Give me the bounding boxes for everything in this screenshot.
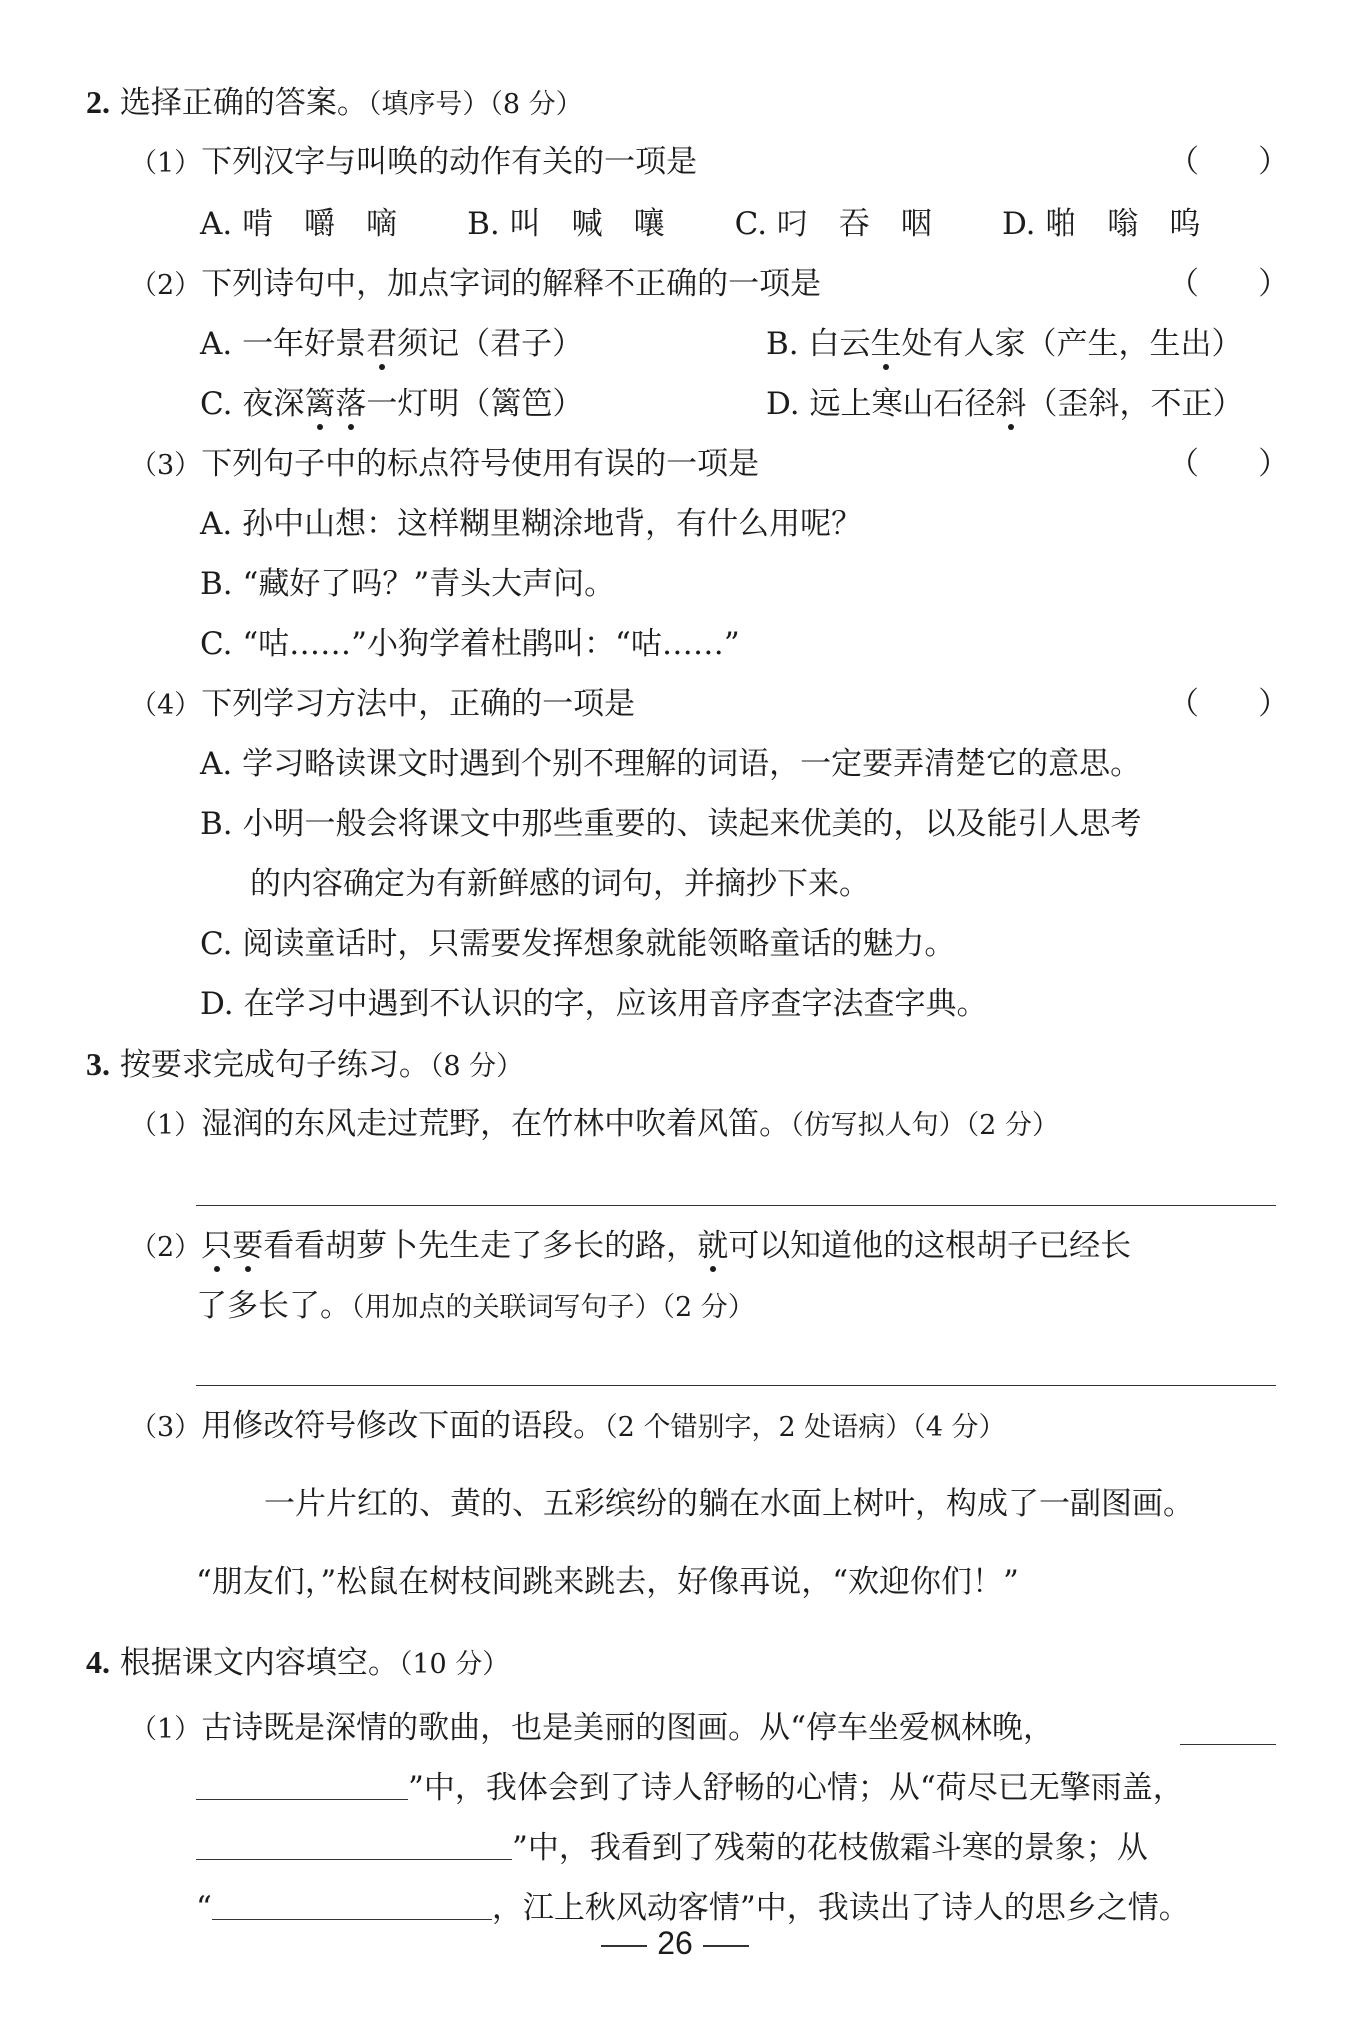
q3-s2-line2 — [196, 1286, 755, 1328]
page-number-footer — [0, 1925, 1350, 1962]
q4-s1-line4-text: ，江上秋风动客情”中，我读出了诗人的思乡之情。 — [491, 1890, 1190, 1926]
q3-s3-score: （4 分） — [912, 1412, 1006, 1443]
q2-s2-b-pre: B. 白云 — [766, 326, 871, 362]
q2-score: （8 分） — [489, 89, 583, 120]
q3-s1-score: （2 分） — [965, 1110, 1059, 1141]
q4-s1-line2 — [196, 1768, 1184, 1808]
q2-s2-c-dotted-1: 篱 — [304, 386, 336, 422]
q2-s4-option-c: C. 阅读童话时，只需要发挥想象就能领略童话的魅力。 — [200, 926, 956, 962]
q2-title: 选择正确的答案。 — [119, 85, 368, 121]
q3-s2-label: （2） — [130, 1232, 202, 1263]
q4-s1-line4-open-quote: “ — [196, 1890, 212, 1926]
q4-s1-blank-3[interactable] — [212, 1889, 492, 1920]
page-number: 26 — [657, 1925, 693, 1961]
q2-s2-stem-text: 下列诗句中，加点字词的解释不正确的一项是 — [201, 266, 822, 302]
q2-s3-option-c: C. “咕……”小狗学着杜鹃叫：“咕……” — [200, 626, 740, 662]
q2-s4-option-b-line2: 的内容确定为有新鲜感的词句，并摘抄下来。 — [250, 866, 870, 902]
q3-s2-note: （用加点的关联词写句子） — [351, 1292, 662, 1323]
q3-s3-paragraph-2: “朋友们，”松鼠在树枝间跳来跳去，好像再说，“欢迎你们！” — [196, 1564, 1019, 1600]
q4-s1-line3 — [196, 1828, 1148, 1868]
q3-s2-line2-text: 了多长了。 — [196, 1288, 351, 1324]
right-dash — [703, 1945, 749, 1947]
q2-s2-answer-paren[interactable]: （ ） — [1168, 266, 1290, 302]
q3-s1-note: （仿写拟人句） — [790, 1110, 966, 1141]
q2-s3-option-b: B. “藏好了吗？”青头大声问。 — [200, 566, 616, 602]
q2-s3-stem-text: 下列句子中的标点符号使用有误的一项是 — [201, 446, 760, 482]
q2-s2-c-dotted-2: 落 — [335, 386, 367, 422]
q2-s2-c-pre: C. 夜深 — [200, 386, 305, 422]
q3-s1-text: 湿润的东风走过荒野，在竹林中吹着风笛。 — [201, 1106, 791, 1142]
q2-s2-b-dotted: 生 — [870, 326, 902, 362]
q3-s2-dotted-1: 只 — [201, 1228, 233, 1264]
q2-s1-option-c: C. 叼 吞 咽 — [734, 206, 932, 242]
q4-s1-line1-text: 古诗既是深情的歌曲，也是美丽的图画。从“停车坐爱枫林晚， — [201, 1710, 1055, 1746]
q4-title: 根据课文内容填空。 — [119, 1645, 399, 1681]
q2-s1-stem — [130, 142, 697, 184]
q4-s1-line4 — [196, 1888, 1190, 1928]
q2-s4-option-d: D. 在学习中遇到不认识的字，应该用音序查字法查字典。 — [200, 986, 988, 1022]
q2-s2-a-post: 须记（君子） — [397, 326, 584, 362]
q3-title: 按要求完成句子练习。 — [119, 1047, 430, 1083]
q3-s2-dotted-2: 要 — [232, 1228, 264, 1264]
q2-s2-c-post: 一灯明（篱笆） — [366, 386, 584, 422]
q4-s1-label: （1） — [130, 1714, 202, 1745]
q2-s4-option-a: A. 学习略读课文时遇到个别不理解的词语，一定要弄清楚它的意思。 — [200, 746, 1142, 782]
q3-s2-mid: 看看胡萝卜先生走了多长的路， — [263, 1228, 698, 1264]
q4-s1-blank-2[interactable] — [196, 1829, 512, 1860]
q2-s3-option-a: A. 孙中山想：这样糊里糊涂地背，有什么用呢？ — [200, 506, 863, 542]
q2-s2-d-pre: D. 远上寒山石径 — [766, 386, 996, 422]
q2-s4-stem-text: 下列学习方法中，正确的一项是 — [201, 686, 636, 722]
q4-number: 4. — [86, 1644, 110, 1680]
q3-number: 3. — [86, 1046, 110, 1082]
q2-s1-option-d: D. 啪 嗡 呜 — [1001, 206, 1201, 242]
q2-s2-stem — [130, 264, 821, 306]
q3-s2-answer-line[interactable] — [196, 1385, 1276, 1386]
q2-s2-b-post: 处有人家（产生，生出） — [901, 326, 1243, 362]
q3-s1 — [130, 1104, 1059, 1146]
q2-heading — [86, 82, 583, 125]
q2-s4-stem — [130, 684, 635, 726]
q2-s2-option-a — [200, 324, 583, 364]
q4-s1-line3-text: ”中，我看到了残菊的花枝傲霜斗寒的景象；从 — [512, 1830, 1148, 1866]
q3-s3-paragraph-1: 一片片红的、黄的、五彩缤纷的躺在水面上树叶，构成了一副图画。 — [264, 1486, 1194, 1522]
q4-score: （10 分） — [398, 1649, 510, 1680]
q2-s3-stem — [130, 444, 759, 486]
q4-s1-line1 — [130, 1708, 1054, 1750]
q3-s3-label: （3） — [130, 1412, 202, 1443]
q2-note: （填序号） — [367, 89, 490, 120]
q2-s2-a-pre: A. 一年好景 — [200, 326, 367, 362]
q2-s2-option-c — [200, 384, 583, 424]
q2-s4-label: （4） — [130, 690, 202, 721]
q2-s2-option-b — [766, 324, 1243, 364]
q3-s2-dotted-3: 就 — [697, 1228, 729, 1264]
q3-s3-note: （2 个错别字，2 处语病） — [604, 1412, 913, 1443]
q3-s1-answer-line[interactable] — [196, 1205, 1276, 1206]
q4-s1-blank-1a[interactable] — [1180, 1744, 1276, 1745]
q2-s3-label: （3） — [130, 450, 202, 481]
q2-s2-d-dotted: 斜 — [995, 386, 1027, 422]
q3-heading — [86, 1044, 523, 1087]
q3-s3 — [130, 1406, 1005, 1448]
q2-s1-stem-text: 下列汉字与叫唤的动作有关的一项是 — [201, 144, 698, 180]
q4-s1-line2-text: ”中，我体会到了诗人舒畅的心情；从“荷尽已无擎雨盖， — [408, 1770, 1184, 1806]
q4-heading — [86, 1642, 509, 1685]
q3-score: （8 分） — [429, 1051, 524, 1082]
q3-s2-line1 — [130, 1226, 1131, 1268]
q2-s4-option-b-line1: B. 小明一般会将课文中那些重要的、读起来优美的，以及能引人思考 — [200, 806, 1142, 842]
q2-s1-options — [200, 204, 1200, 244]
q2-s1-option-b: B. 叫 喊 嚷 — [467, 206, 665, 242]
q3-s2-score: （2 分） — [661, 1292, 755, 1323]
q2-s1-answer-paren[interactable]: （ ） — [1168, 144, 1290, 180]
q2-number: 2. — [86, 84, 110, 120]
q2-s4-answer-paren[interactable]: （ ） — [1168, 686, 1290, 722]
q3-s3-text: 用修改符号修改下面的语段。 — [201, 1408, 605, 1444]
q4-s1-blank-1b[interactable] — [196, 1769, 408, 1800]
q2-s3-answer-paren[interactable]: （ ） — [1168, 446, 1290, 482]
q2-s2-label: （2） — [130, 270, 202, 301]
q3-s2-post: 可以知道他的这根胡子已经长 — [728, 1228, 1132, 1264]
q3-s1-label: （1） — [130, 1110, 202, 1141]
q2-s1-label: （1） — [130, 148, 202, 179]
left-dash — [601, 1945, 647, 1947]
q2-s2-d-post: （歪斜，不正） — [1026, 386, 1244, 422]
q2-s2-option-d — [766, 384, 1243, 424]
q2-s2-a-dotted: 君 — [366, 326, 398, 362]
q2-s1-option-a: A. 啃 嚼 嘀 — [200, 206, 398, 242]
